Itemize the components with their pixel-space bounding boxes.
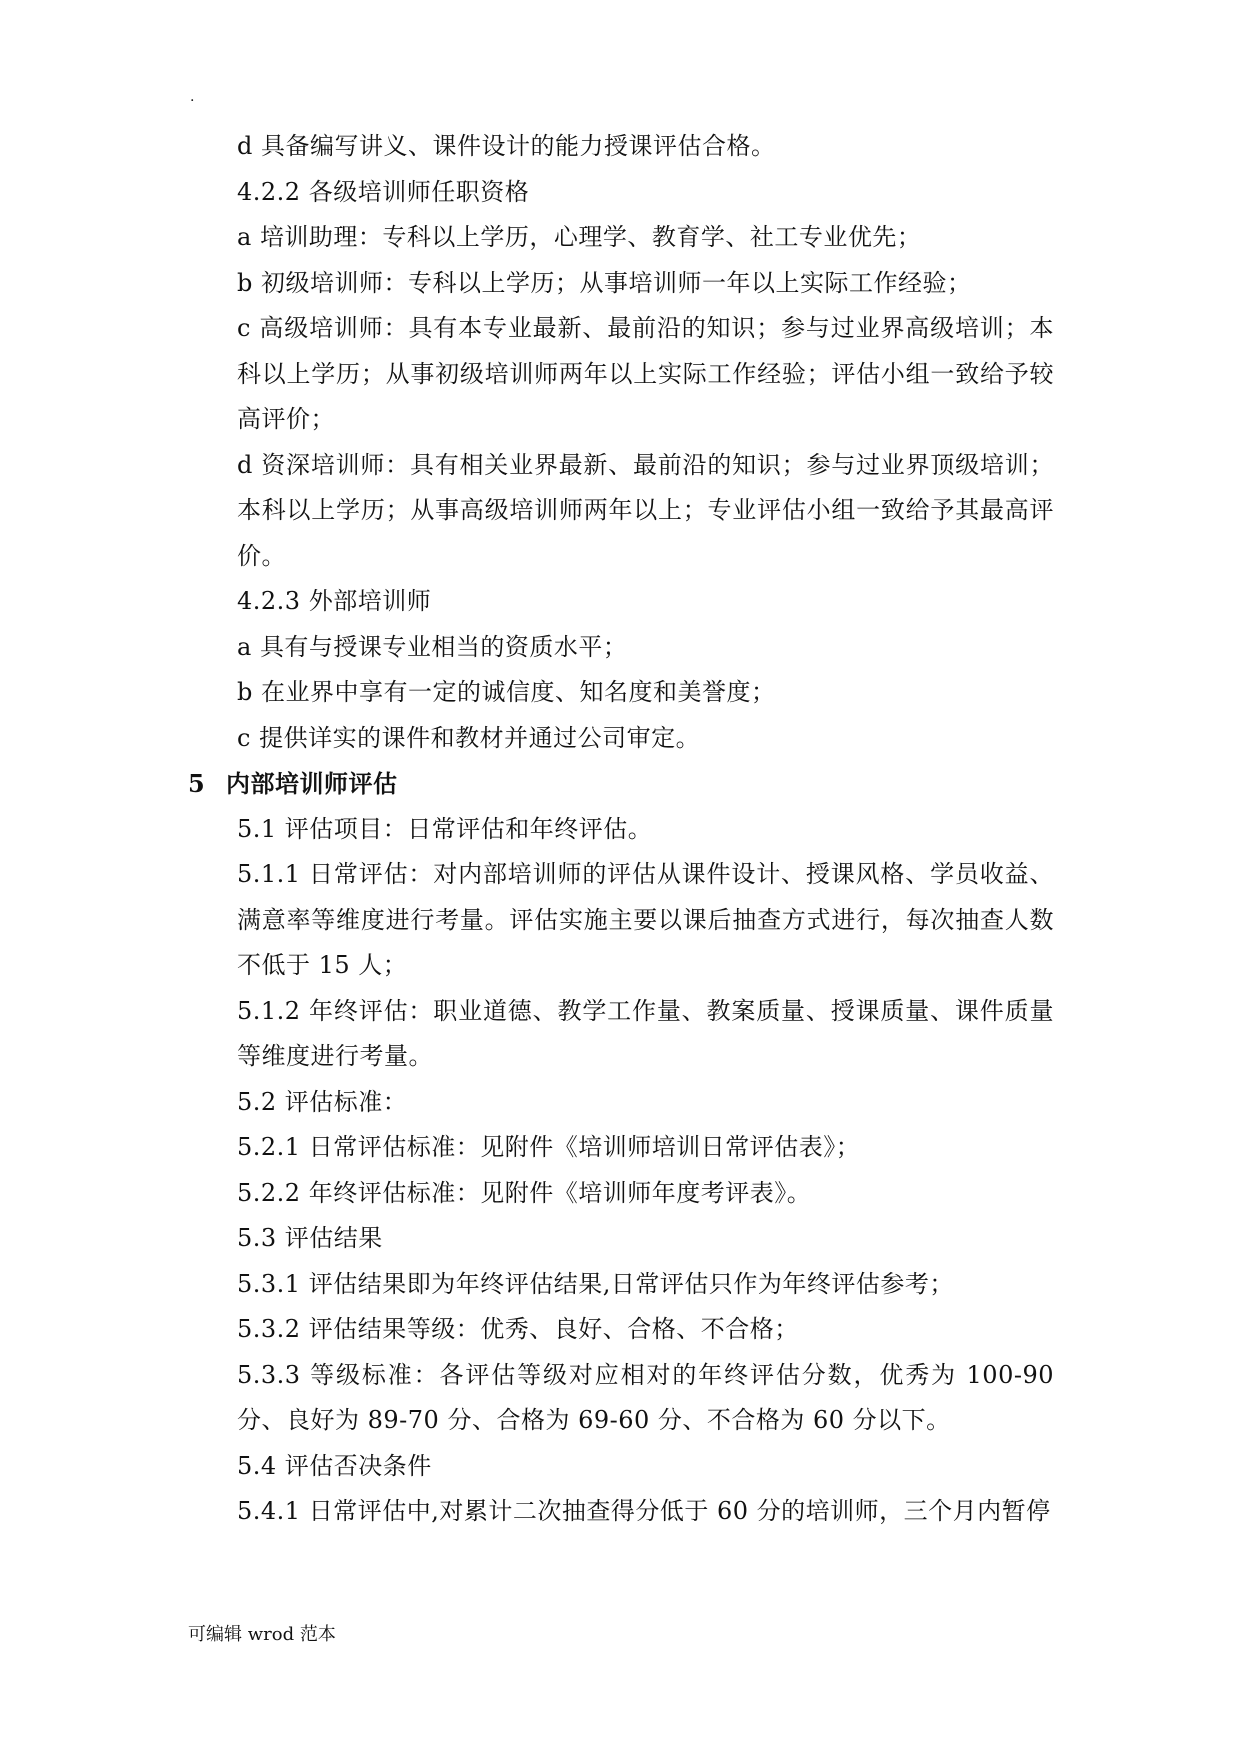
corner-mark: . (190, 89, 195, 105)
paragraph: 5.4.1 日常评估中,对累计二次抽查得分低于 60 分的培训师，三个月内暂停 (237, 1497, 1051, 1525)
paragraph: 5.4 评估否决条件 (237, 1451, 432, 1480)
paragraph: 5.2.1 日常评估标准：见附件《培训师培训日常评估表》； (237, 1133, 861, 1161)
paragraph: c 提供详实的课件和教材并通过公司审定。 (237, 723, 701, 752)
section-title: 内部培训师评估 (226, 769, 398, 798)
document-body (188, 124, 1054, 1535)
paragraph: a 具有与授课专业相当的资质水平； (237, 632, 628, 661)
paragraph: d 资深培训师：具有相关业界最新、最前沿的知识；参与过业界顶级培训；本科以上学历；从事高级培训师两年以上；专业评估小组一致给予其最高评价。 (237, 450, 1054, 570)
paragraph: 5.1.2 年终评估：职业道德、教学工作量、教案质量、授课质量、课件质量等维度进行考量。 (237, 996, 1054, 1070)
paragraph: 5.1.1 日常评估：对内部培训师的评估从课件设计、授课风格、学员收益、满意率等维度进行考量。评估实施主要以课后抽查方式进行，每次抽查人数不低于 15 人； (237, 860, 1054, 979)
paragraph: 5.2.2 年终评估标准：见附件《培训师年度考评表》。 (237, 1178, 812, 1207)
paragraph: 5.1 评估项目：日常评估和年终评估。 (237, 814, 653, 843)
paragraph: 5.3.3 等级标准：各评估等级对应相对的年终评估分数，优秀为 100-90 分、良好为 89-70 分、合格为 69-60 分、不合格为 60 分以下。 (237, 1360, 1054, 1434)
paragraph: 5.3.2 评估结果等级：优秀、良好、合格、不合格； (237, 1315, 799, 1343)
page-footer: 可编辑 wrod 范本 (188, 1624, 336, 1645)
paragraph: 5.3.1 评估结果即为年终评估结果,日常评估只作为年终评估参考； (237, 1269, 954, 1298)
section-heading (188, 761, 1054, 807)
section-number: 5 (188, 769, 206, 798)
paragraph: a 培训助理：专科以上学历，心理学、教育学、社工专业优先； (237, 223, 922, 251)
paragraph: 5.2 评估标准： (237, 1087, 408, 1116)
paragraph: 5.3 评估结果 (237, 1224, 383, 1252)
subsection-title: 4.2.3 外部培训师 (237, 587, 432, 615)
paragraph: b 初级培训师：专科以上学历；从事培训师一年以上实际工作经验； (237, 268, 972, 297)
subsection-title: 4.2.2 各级培训师任职资格 (237, 177, 530, 206)
paragraph: d 具备编写讲义、课件设计的能力授课评估合格。 (237, 132, 776, 160)
paragraph: b 在业界中享有一定的诚信度、知名度和美誉度； (237, 678, 776, 706)
paragraph: c 高级培训师：具有本专业最新、最前沿的知识；参与过业界高级培训；本科以上学历；从事初级培训师两年以上实际工作经验；评估小组一致给予较高评价； (237, 314, 1054, 433)
